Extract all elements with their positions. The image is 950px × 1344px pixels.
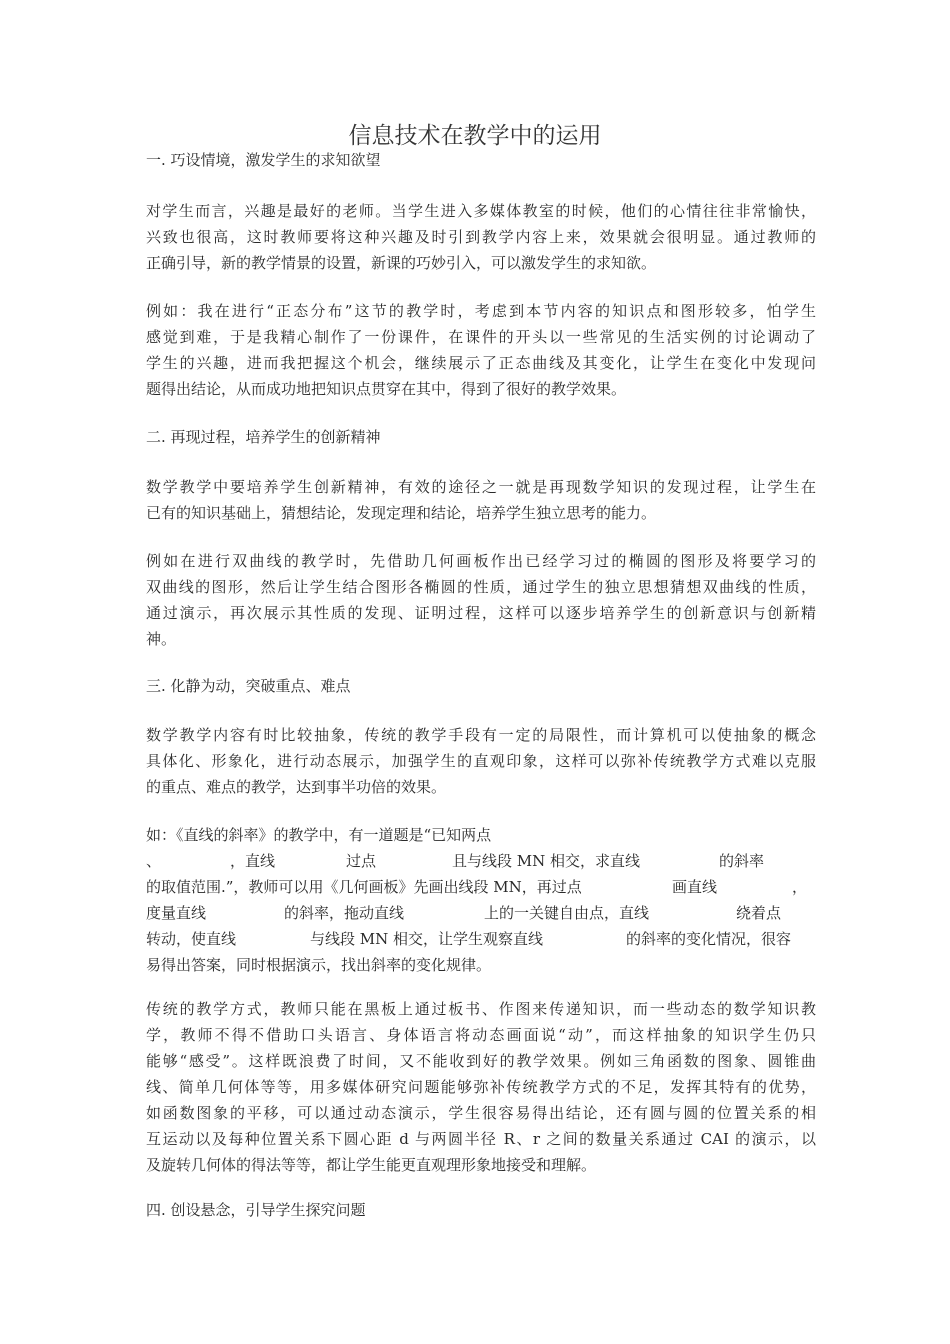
text-fragment: 的斜率的变化情况，很容 [626,930,792,948]
text-line: 学，教师不得不借助口头语言、身体语言将动态画面说“动”，而这样抽象的知识学生仍只 [146,1026,816,1044]
text-line: 正确引导，新的教学情景的设置，新课的巧妙引入，可以激发学生的求知欲。 [146,254,657,272]
text-fragment: ，直线 [230,852,276,870]
text-line: 能够“感受”。这样既浪费了时间，又不能收到好的教学效果。例如三角函数的图象、圆锥曲 [146,1052,816,1070]
text-line: 易得出答案，同时根据演示，找出斜率的变化规律。 [146,956,492,974]
text-line: 兴致也很高，这时教师要将这种兴趣及时引到教学内容上来，效果就会很明显。通过教师的 [146,228,816,246]
text-line [146,848,816,874]
text-fragment: 转动，使直线 [146,930,237,948]
text-line: 例如：我在进行“正态分布”这节的教学时，考虑到本节内容的知识点和图形较多，怕学生 [146,302,816,320]
text-line [146,900,816,926]
text-fragment: 绕着点 [736,904,782,922]
text-fragment: 度量直线 [146,904,207,922]
text-line: 双曲线的图形，然后让学生结合图形各椭圆的性质，通过学生的独立思想猜想双曲线的性质， [146,578,816,596]
paragraph-normal-distribution [146,298,816,402]
text-line: 如：《直线的斜率》的教学中，有一道题是“已知两点 [146,826,492,844]
text-fragment: 上的一关键自由点，直线 [484,904,650,922]
text-line: 具体化、形象化，进行动态展示，加强学生的直观印象，这样可以弥补传统教学方式难以克服 [146,752,816,770]
text-line: 数学教学中要培养学生创新精神，有效的途径之一就是再现数学知识的发现过程，让学生在 [146,478,816,496]
section-heading-3: 三. 化静为动，突破重点、难点 [146,677,351,695]
paragraph-interest [146,198,816,276]
text-fragment: 的斜率，拖动直线 [284,904,405,922]
paragraph-dynamic [146,722,816,800]
text-line: 例如在进行双曲线的教学时，先借助几何画板作出已经学习过的椭圆的图形及将要学习的 [146,552,816,570]
section-heading-1: 一. 巧设情境，激发学生的求知欲望 [146,151,381,169]
text-fragment: 画直线 [672,878,718,896]
text-fragment: 的斜率 [719,852,765,870]
text-line: 互运动以及每种位置关系下圆心距 d 与两圆半径 R、r 之间的数量关系通过 CAI 的演示，以 [146,1130,816,1148]
text-line: 对学生而言，兴趣是最好的老师。当学生进入多媒体教室的时候，他们的心情往往非常愉快， [146,202,816,220]
text-fragment: 、 [146,852,162,870]
text-fragment: 过点 [346,852,377,870]
text-fragment: 与线段 MN 相交，让学生观察直线 [310,930,544,948]
text-fragment: 的取值范围.”，教师可以用《几何画板》先画出线段 MN，再过点 [146,878,582,896]
paragraph-innovation [146,474,816,526]
section-heading-2: 二. 再现过程，培养学生的创新精神 [146,428,381,446]
text-line: 感觉到难，于是我精心制作了一份课件，在课件的开头以一些常见的生活实例的讨论调动了 [146,328,816,346]
text-line: 线、简单几何体等等，用多媒体研究问题能够弥补传统教学方式的不足，发挥其特有的优势， [146,1078,816,1096]
text-line: 如函数图象的平移，可以通过动态演示，学生很容易得出结论，还有圆与圆的位置关系的相 [146,1104,816,1122]
text-line: 的重点、难点的教学，达到事半功倍的效果。 [146,778,447,796]
document-title: 信息技术在教学中的运用 [348,123,602,149]
text-line: 学生的兴趣，进而我把握这个机会，继续展示了正态曲线及其变化，让学生在变化中发现问 [146,354,816,372]
text-line: 已有的知识基础上，猜想结论，发现定理和结论，培养学生独立思考的能力。 [146,504,657,522]
text-line: 通过演示，再次展示其性质的发现、证明过程，这样可以逐步培养学生的创新意识与创新精 [146,604,816,622]
text-line: 及旋转几何体的得法等等，都让学生能更直观理形象地接受和理解。 [146,1156,597,1174]
paragraph-traditional [146,996,816,1178]
text-fragment: 且与线段 MN 相交，求直线 [452,852,641,870]
text-fragment: ， [792,878,808,896]
paragraph-slope-example [146,822,816,978]
text-line: 传统的教学方式，教师只能在黑板上通过板书、作图来传递知识，而一些动态的数学知识教 [146,1000,816,1018]
text-line: 神。 [146,630,177,648]
text-line: 题得出结论，从而成功地把知识点贯穿在其中，得到了很好的教学效果。 [146,380,627,398]
text-line [146,874,816,900]
paragraph-hyperbola [146,548,816,652]
text-line [146,926,816,952]
text-line: 数学教学内容有时比较抽象，传统的教学手段有一定的局限性，而计算机可以使抽象的概念 [146,726,816,744]
section-heading-4: 四. 创设悬念，引导学生探究问题 [146,1201,366,1219]
